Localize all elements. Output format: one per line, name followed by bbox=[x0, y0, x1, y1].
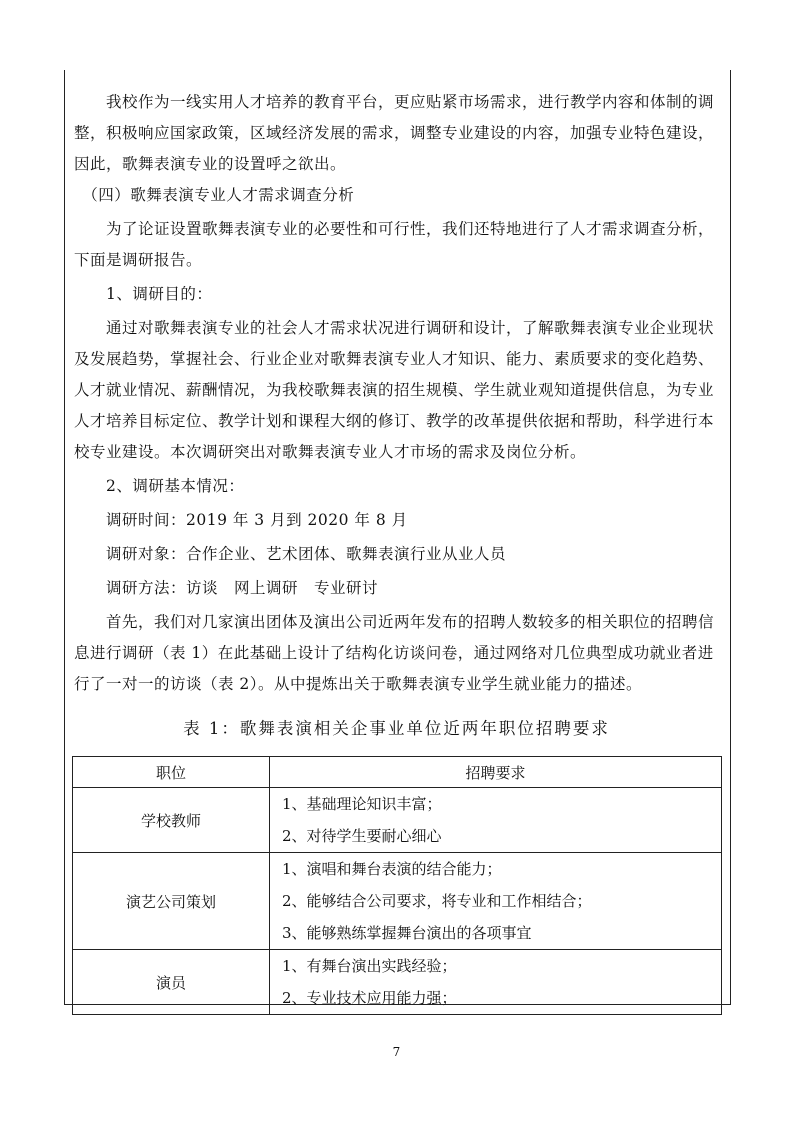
paragraph-line: 因此，歌舞表演专业的设置呼之欲出。 bbox=[74, 155, 347, 173]
table-header-row bbox=[73, 757, 722, 788]
requirement-item: 1、基础理论知识丰富； bbox=[282, 795, 442, 813]
position-cell: 演艺公司策划 bbox=[73, 853, 270, 950]
requirements-cell bbox=[270, 853, 722, 950]
paragraph-line: 人才培养目标定位、教学计划和课程大纲的修订、教学的改革提供依据和帮助，科学进行本 bbox=[74, 412, 715, 430]
recruitment-table bbox=[72, 756, 722, 1015]
subheading: 1、调研目的： bbox=[74, 285, 213, 303]
survey-subjects: 调研对象：合作企业、艺术团体、歌舞表演行业从业人员 bbox=[74, 545, 507, 563]
table-row bbox=[73, 950, 722, 1015]
paragraph-line: 我校作为一线实用人才培养的教育平台，更应贴紧市场需求，进行教学内容和体制的调 bbox=[74, 93, 715, 111]
requirements-cell bbox=[270, 788, 722, 853]
paragraph-line: 下面是调研报告。 bbox=[74, 251, 203, 269]
requirement-item: 2、能够结合公司要求，将专业和工作相结合； bbox=[282, 892, 592, 910]
requirement-item: 2、对待学生要耐心细心 bbox=[282, 827, 442, 845]
survey-methods: 调研方法：访谈 网上调研 专业研讨 bbox=[74, 579, 379, 597]
position-cell: 学校教师 bbox=[73, 788, 270, 853]
requirements-cell bbox=[270, 950, 722, 1015]
paragraph-line: 校专业建设。本次调研突出对歌舞表演专业人才市场的需求及岗位分析。 bbox=[74, 443, 587, 461]
paragraph-line: 息进行调研（表 1）在此基础上设计了结构化访谈问卷，通过网络对几位典型成功就业者进 bbox=[74, 644, 714, 662]
table-row bbox=[73, 788, 722, 853]
paragraph-line: 通过对歌舞表演专业的社会人才需求状况进行调研和设计，了解歌舞表演专业企业现状 bbox=[74, 319, 715, 337]
paragraph-line: 及发展趋势，掌握社会、行业企业对歌舞表演专业人才知识、能力、素质要求的变化趋势、 bbox=[74, 350, 715, 368]
paragraph-line: 为了论证设置歌舞表演专业的必要性和可行性，我们还特地进行了人才需求调查分析， bbox=[74, 220, 715, 238]
requirement-item: 1、演唱和舞台表演的结合能力； bbox=[282, 860, 502, 878]
page-number: 7 bbox=[392, 1045, 401, 1059]
table-row bbox=[73, 853, 722, 950]
paragraph-line: 人才就业情况、薪酬情况，为我校歌舞表演的招生规模、学生就业观知道提供信息，为专业 bbox=[74, 381, 715, 399]
section-heading: （四）歌舞表演专业人才需求调查分析 bbox=[74, 186, 355, 204]
requirement-item: 3、能够熟练掌握舞台演出的各项事宜 bbox=[282, 924, 532, 942]
survey-time: 调研时间：2019 年 3 月到 2020 年 8 月 bbox=[74, 511, 408, 529]
subheading: 2、调研基本情况： bbox=[74, 477, 245, 495]
paragraph-line: 行了一对一的访谈（表 2）。从中提炼出关于歌舞表演专业学生就业能力的描述。 bbox=[74, 675, 643, 693]
table-caption: 表 1：歌舞表演相关企事业单位近两年职位招聘要求 bbox=[183, 719, 610, 738]
paragraph-line: 首先，我们对几家演出团体及演出公司近两年发布的招聘人数较多的相关职位的招聘信 bbox=[74, 613, 715, 631]
requirement-item: 1、有舞台演出实践经验； bbox=[282, 957, 457, 975]
header-requirements: 招聘要求 bbox=[270, 757, 722, 788]
paragraph-line: 整，积极响应国家政策，区域经济发展的需求，调整专业建设的内容，加强专业特色建设， bbox=[74, 124, 715, 142]
header-position: 职位 bbox=[73, 757, 270, 788]
position-cell: 演员 bbox=[73, 950, 270, 1015]
requirement-item: 2、专业技术应用能力强； bbox=[282, 989, 457, 1007]
